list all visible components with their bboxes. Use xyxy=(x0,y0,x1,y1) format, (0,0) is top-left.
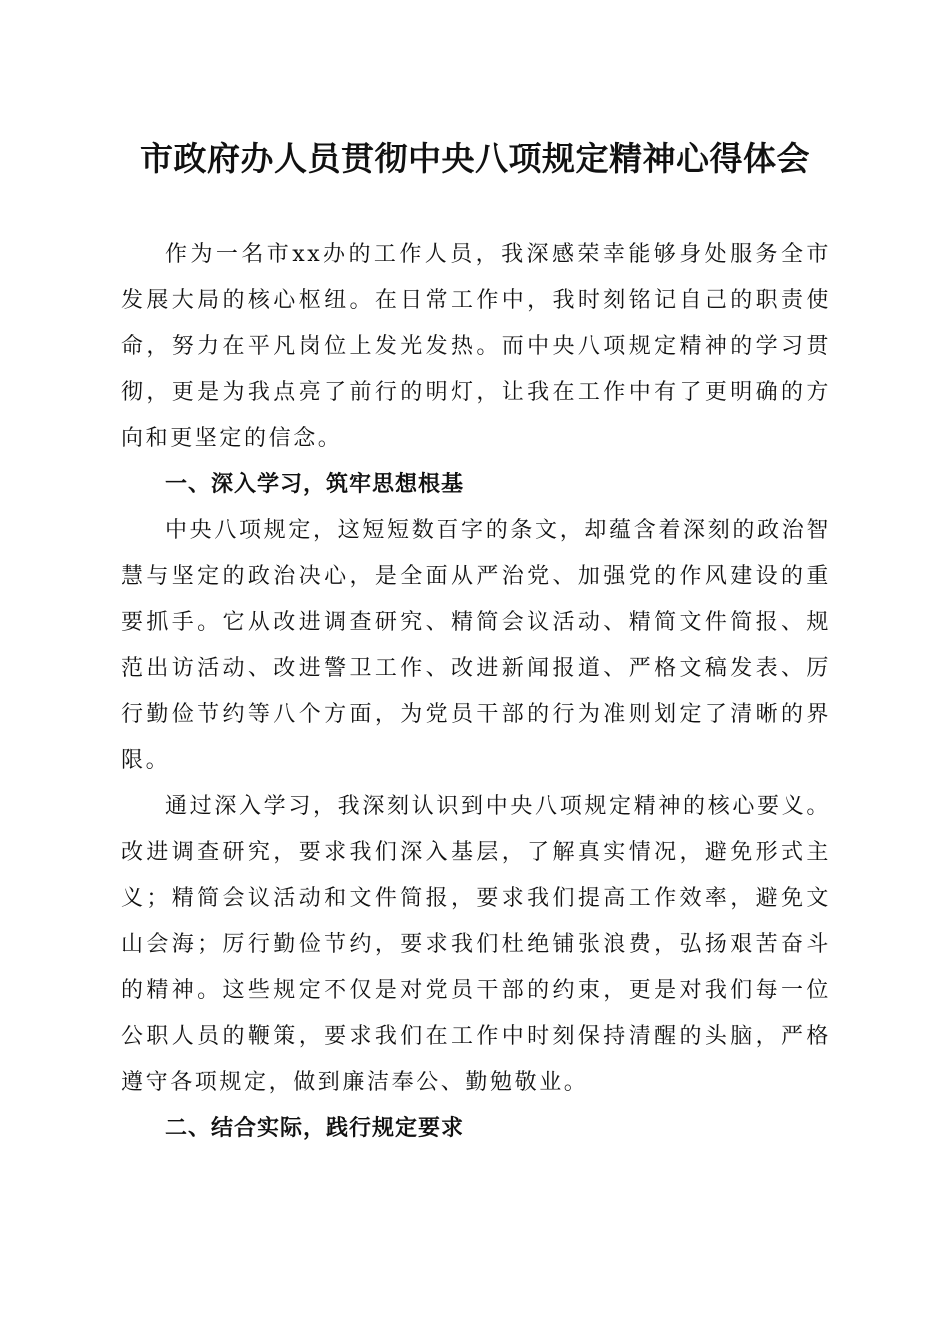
paragraph-section1-b: 通过深入学习，我深刻认识到中央八项规定精神的核心要义。改进调查研究，要求我们深入基层，了解真实情况，避免形式主义；精简会议活动和文件简报，要求我们提高工作效率，避免文山会海；厉行勤俭节约，要求我们杜绝铺张浪费，弘扬艰苦奋斗的精神。这些规定不仅是对党员干部的约束，更是对我们每一位公职人员的鞭策，要求我们在工作中时刻保持清醒的头脑，严格遵守各项规定，做到廉洁奉公、勤勉敬业。 xyxy=(121,794,831,1095)
document-body xyxy=(121,232,831,1152)
section-heading-1: 一、深入学习，筑牢思想根基 xyxy=(165,472,465,497)
document-title: 市政府办人员贯彻中央八项规定精神心得体会 xyxy=(140,139,810,178)
paragraph-intro: 作为一名市xx办的工作人员，我深感荣幸能够身处服务全市发展大局的核心枢纽。在日常工作中，我时刻铭记自己的职责使命，努力在平凡岗位上发光发热。而中央八项规定精神的学习贯彻，更是为我点亮了前行的明灯，让我在工作中有了更明确的方向和更坚定的信念。 xyxy=(121,242,831,451)
section-heading-2: 二、结合实际，践行规定要求 xyxy=(165,1116,465,1141)
paragraph-section1-a: 中央八项规定，这短短数百字的条文，却蕴含着深刻的政治智慧与坚定的政治决心，是全面从严治党、加强党的作风建设的重要抓手。它从改进调查研究、精简会议活动、精简文件简报、规范出访活动、改进警卫工作、改进新闻报道、严格文稿发表、厉行勤俭节约等八个方面，为党员干部的行为准则划定了清晰的界限。 xyxy=(121,518,831,773)
